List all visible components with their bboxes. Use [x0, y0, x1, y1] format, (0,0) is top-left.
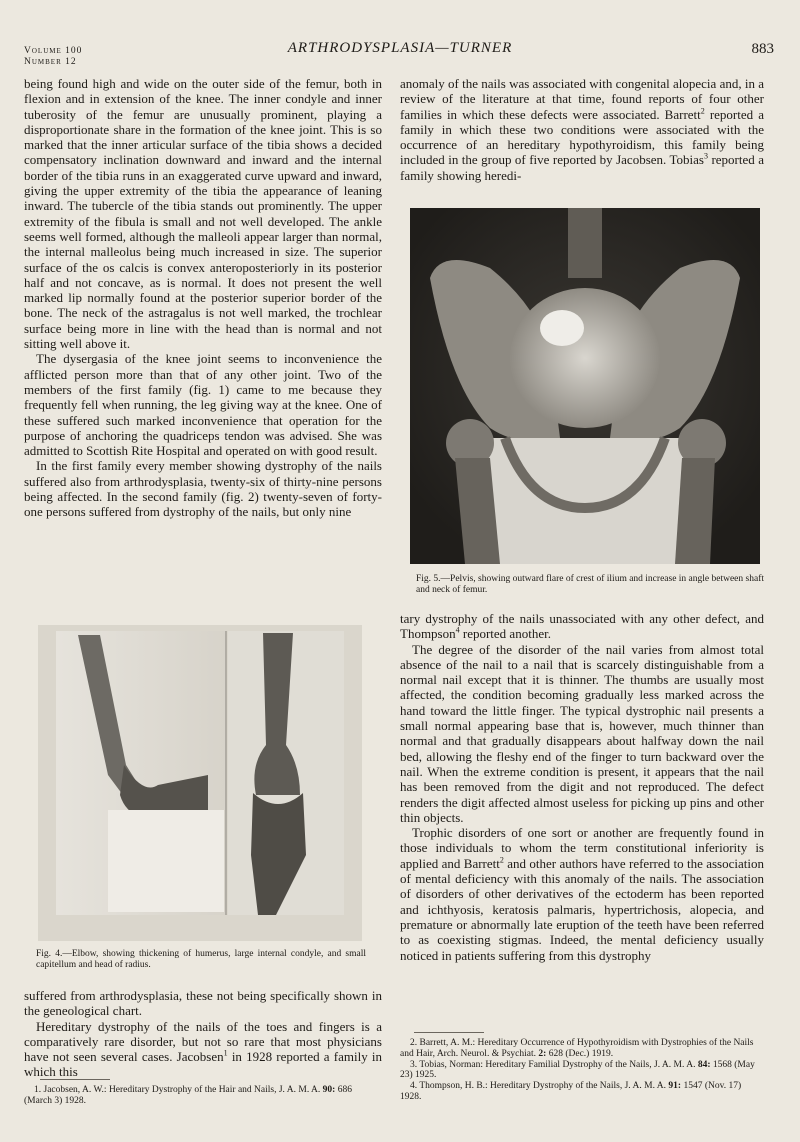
elbow-xray-image	[38, 625, 362, 941]
footnote-volume: 91:	[668, 1081, 682, 1092]
footnote-ref: 2	[499, 855, 504, 865]
text-run: reported a family in which these two conditions were associated with the occurrence of an hereditary hypothyroidism, this family being included in the group of five reported by Jacobsen. Tobias	[400, 106, 764, 168]
figure-4-caption: Fig. 4.—Elbow, showing thickening of humerus, large internal condyle, and small capitellum and head of radius.	[36, 949, 366, 970]
number-label: Number 12	[24, 57, 77, 67]
footnote	[400, 1060, 764, 1082]
footnote-text: 3. Tobias, Norman: Hereditary Familial Dystrophy of the Nails, J. A. M. A.	[410, 1059, 698, 1070]
text-run: in 1928 reported a family in which this	[24, 1049, 382, 1080]
paragraph: suffered from arthrodysplasia, these not being specifically shown in the geneological chart.	[24, 988, 382, 1019]
text-run: anomaly of the nails was associated with congenital alopecia and, in a review of the literature at that time, found reports of four other families in which these defects were associated. Barrett	[400, 76, 764, 122]
paragraph: being found high and wide on the outer side of the femur, both in flexion and in extension of the knee. The inner condyle and inner tuberosity of the femur are unusually prominent, playing a disproportionate share in the formation of the knee joint. This is so marked that the inner articular surface of the tibia shows a decided compensatory inclination downward and inward and the internal border of the tibia runs in an exaggerated curve upward and inward, giving the upper extremity of the tibia the appearance of leaning inward. The tubercle of the tibia stands out prominently. The upper extremity of the fibula is small and not well developed. The ankle seems well formed, although the malleoli appear larger than normal, the internal malleolus being much increased in size. The superior surface of the os calcis is convex anteroposteriorly in its posterior half and not concave, as is normal. It does not present the well marked lip normally found at the posterior superior border of the bone. The neck of the astragalus is not well marked, the trochlear surface being more in line with the head than is normal and not sitting well above it.	[24, 76, 382, 352]
footnote-text: 4. Thompson, H. B.: Hereditary Dystrophy of the Nails, J. A. M. A.	[410, 1081, 669, 1092]
footnote-text: 1568 (May 23) 1925.	[400, 1059, 755, 1081]
footnote-volume: 84:	[697, 1059, 711, 1070]
text-run: tary dystrophy of the nails unassociated with any other defect, and Thompson	[400, 611, 764, 642]
footnote-ref: 4	[455, 625, 460, 635]
paragraph	[400, 611, 764, 642]
left-column-bottom	[24, 988, 382, 1080]
footnote-rule-right	[414, 1032, 484, 1033]
text-run: and other authors have referred to the association of mental deficiency with this anomaly of the nails. The association of disorders of other derivatives of the ectoderm has been reported and ichthyosis, keratosis palmaris, hypertrichosis, alopecia, and premature or abnormally late eruption of the teeth have been referred to as coexisting stigmas. Indeed, the mental deficiency usually noticed in patients suffering from this dystrophy	[400, 855, 764, 963]
paragraph	[400, 825, 764, 963]
footnote	[400, 1038, 764, 1060]
footnote	[400, 1081, 764, 1103]
volume-label: Volume 100	[24, 46, 83, 56]
right-column-bottom	[400, 611, 764, 963]
paragraph: The degree of the disorder of the nail varies from almost total absence of the nail to a nail that is scarcely distinguishable from a normal nail except that it is thinner. The thumbs are usually most affected, the condition becoming gradually less marked across the hand toward the little finger. The typical dystrophic nail presents a small normal appearing base that is, however, much thinner than normal and that gradually disappears about halfway down the nail bed, allowing the fleshy end of the finger to turn backward over the nail. When the extreme condition is present, it appears that the nail has been removed from the digit and not reproduced. The defect renders the digit affected almost useless for picking up pins and other thin objects.	[400, 641, 764, 825]
paragraph: The dysergasia of the knee joint seems to inconvenience the afflicted person more than that of any other joint. Two of the members of the first family (fig. 1) came to me because they frequently fell when running, the leg giving way at the knee. One of these suffered such marked inconvenience that operation for the purpose of anchoring the quadriceps tendon was advised. She was admitted to Scottish Rite Hospital and operated on with good result.	[24, 351, 382, 459]
running-title: ARTHRODYSPLASIA—TURNER	[287, 40, 513, 56]
footnote-text: 1. Jacobsen, A. W.: Hereditary Dystrophy of the Hair and Nails, J. A. M. A.	[34, 1085, 323, 1095]
pelvis-xray-image	[410, 208, 760, 564]
paragraph	[24, 1019, 382, 1080]
footnote-ref: 1	[223, 1048, 228, 1058]
left-column-top	[24, 76, 382, 520]
figure-4-elbow-radiograph	[38, 625, 362, 941]
figure-5-caption: Fig. 5.—Pelvis, showing outward flare of crest of ilium and increase in angle between shaft and neck of femur.	[416, 574, 764, 595]
footnote-text: 1547 (Nov. 17) 1928.	[400, 1081, 742, 1102]
footnote-volume: 2:	[538, 1048, 547, 1059]
paragraph: In the first family every member showing dystrophy of the nails suffered also from arthrodysplasia, twenty-six of thirty-nine persons being affected. In the second family (fig. 2) twenty-seven of forty-one persons suffered from dystrophy of the nails, but only nine	[24, 458, 382, 520]
text-run: reported a family showing heredi-	[400, 152, 764, 183]
page-number: 883	[751, 41, 774, 57]
text-run: Hereditary dystrophy of the nails of the toes and fingers is a comparatively rare disorder, but not so rare that most physicians have not seen several cases. Jacobsen	[24, 1018, 382, 1065]
footnote-text: 2. Barrett, A. M.: Hereditary Occurrence of Hypothyroidism with Dystrophies of the Nails and Hair, Arch. Neurol. & Psychiat.	[400, 1038, 754, 1059]
right-column-top	[400, 76, 764, 183]
footnote-volume: 90:	[322, 1085, 336, 1095]
footnote-ref: 2	[700, 106, 705, 116]
footnote-rule-left	[40, 1079, 110, 1080]
footnotes-left	[24, 1085, 382, 1107]
footnotes-right	[400, 1038, 764, 1103]
footnote	[24, 1085, 382, 1107]
figure-5-pelvis-radiograph	[410, 208, 760, 564]
text-run: reported another.	[459, 626, 551, 642]
footnote-ref: 3	[703, 152, 708, 162]
text-run: Trophic disorders of one sort or another are frequently found in those individuals to whom the term constitutional inferiority is applied and Barrett	[400, 825, 764, 871]
footnote-text: 686 (March 3) 1928.	[24, 1085, 352, 1106]
footnote-text: 628 (Dec.) 1919.	[546, 1048, 614, 1059]
paragraph	[400, 76, 764, 183]
